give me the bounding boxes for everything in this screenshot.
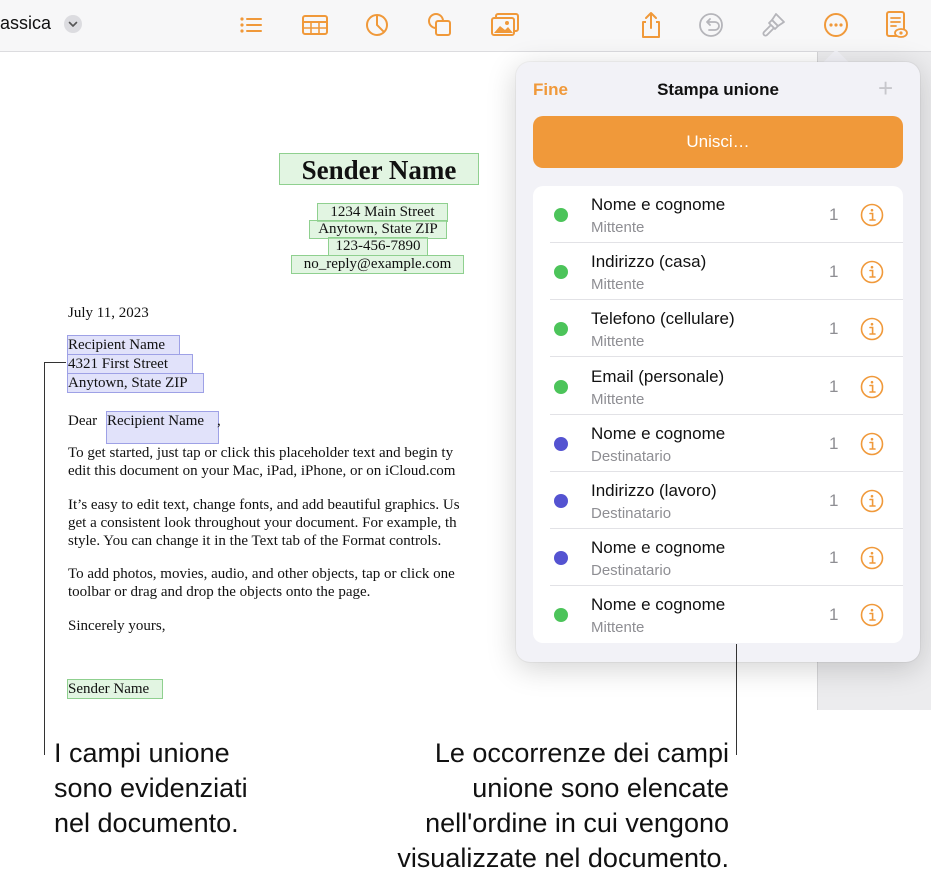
greeting-word: Dear [68,413,98,429]
right-callout-line-4: visualizzate nel documento. [397,843,729,873]
recipient-city-field[interactable]: Anytown, State ZIP [67,373,204,393]
done-button[interactable]: Fine [533,80,568,99]
field-color-dot-icon [554,208,568,222]
merge-field-row[interactable] [533,358,903,415]
info-icon[interactable] [860,603,884,627]
shapes-icon[interactable] [424,10,456,40]
field-occurrence-count: 1 [829,319,839,339]
undo-icon[interactable] [695,10,727,40]
letter-date: July 11, 2023 [68,305,149,321]
field-name: Nome e cognome [591,595,726,615]
field-name: Nome e cognome [591,195,726,214]
info-icon[interactable] [860,260,884,284]
right-callout-line-3: nell'ordine in cui vengono [425,808,729,838]
left-callout-line-2: sono evidenziati [54,773,248,803]
field-color-dot-icon [554,437,568,451]
merge-button[interactable]: Unisci… [533,116,903,168]
signature-field[interactable]: Sender Name [67,679,163,699]
info-icon[interactable] [860,546,884,570]
field-color-dot-icon [554,551,568,565]
field-name: Telefono (cellulare) [591,309,735,329]
left-callout-tick [44,362,66,363]
sender-email-field[interactable]: no_reply@example.com [291,255,464,274]
closing: Sincerely yours, [68,618,166,634]
merge-field-row[interactable] [533,243,903,300]
merge-field-row[interactable] [533,472,903,529]
field-group: Destinatario [591,562,672,580]
info-icon[interactable] [860,489,884,513]
recipient-address-field[interactable]: 4321 First Street [67,354,193,374]
field-color-dot-icon [554,380,568,394]
greeting-comma: , [217,413,221,429]
field-group: Mittente [591,390,645,408]
merge-field-row[interactable] [533,186,903,243]
toolbar [0,0,931,52]
add-field-button[interactable]: + [878,73,894,103]
share-icon[interactable] [635,10,667,40]
right-callout-line [736,644,737,755]
field-group: Destinatario [591,505,672,522]
field-occurrence-count: 1 [829,433,839,453]
greeting [68,412,97,430]
left-callout-line-1: I campi unione [54,738,230,768]
info-icon[interactable] [860,317,884,341]
field-occurrence-count: 1 [829,605,839,625]
more-icon[interactable] [820,10,852,40]
paragraph-1-line-2: edit this document on your Mac, iPad, iPhone, or on iCloud.com [68,463,456,479]
field-occurrence-count: 1 [829,491,839,510]
field-name: Nome e cognome [591,423,726,443]
table-icon[interactable] [299,10,331,40]
right-callout-line-1: Le occorrenze dei campi [434,738,729,768]
field-color-dot-icon [554,608,568,622]
merge-field-row[interactable] [533,415,903,472]
sender-city-field[interactable]: Anytown, State ZIP [309,220,447,239]
merge-field-row[interactable] [533,300,903,357]
field-name: Indirizzo (lavoro) [591,481,717,500]
greeting-recipient-field[interactable]: Recipient Name [106,411,219,444]
merge-field-list [533,186,903,643]
paintbrush-icon[interactable] [757,10,789,40]
field-color-dot-icon [554,322,568,336]
merge-field-row[interactable] [533,529,903,586]
document-title[interactable]: assica [0,13,52,33]
paragraph-1-line-1: To get started, just tap or click this placeholder text and begin ty [68,445,454,461]
field-group: Mittente [591,619,645,637]
sender-phone-field[interactable]: 123-456-7890 [328,237,428,256]
field-group: Mittente [591,276,645,294]
paragraph-2-line-2: get a consistent look throughout your document. For example, th [68,515,457,531]
recipient-name-field[interactable]: Recipient Name [67,335,180,355]
info-icon[interactable] [860,375,884,399]
field-name: Indirizzo (casa) [591,252,707,272]
field-occurrence-count: 1 [829,376,839,396]
popover-title: Stampa unione [657,80,779,99]
info-icon[interactable] [860,203,884,227]
field-group: Mittente [591,333,645,351]
field-group: Destinatario [591,447,672,465]
merge-field-row[interactable] [533,586,903,643]
field-occurrence-count: 1 [829,262,839,282]
field-color-dot-icon [554,494,568,508]
chart-icon[interactable] [361,10,393,40]
field-occurrence-count: 1 [829,205,839,224]
field-group: Mittente [591,219,645,236]
paragraph-3-line-1: To add photos, movies, audio, and other objects, tap or click one [68,566,455,582]
field-occurrence-count: 1 [829,548,839,568]
title-chevron-icon[interactable] [64,15,82,33]
paragraph-3-line-2: toolbar or drag and drop the objects onto the page. [68,584,371,600]
info-icon[interactable] [860,432,884,456]
left-callout-line-3: nel documento. [54,808,239,838]
right-callout-line-2: unione sono elencate [472,773,729,803]
mail-merge-popover [516,62,920,662]
sender-name-field[interactable]: Sender Name [279,153,479,185]
paragraph-2-line-1: It’s easy to edit text, change fonts, and add beautiful graphics. Us [68,497,460,513]
paragraph-2-line-3: style. You can change it in the Text tab of the Format controls. [68,533,442,549]
field-color-dot-icon [554,265,568,279]
media-icon[interactable] [489,10,521,40]
left-callout-line [44,362,45,755]
list-icon[interactable] [235,10,267,40]
field-name: Email (personale) [591,366,725,386]
field-name: Nome e cognome [591,538,726,558]
reading-view-icon[interactable] [880,10,912,40]
sender-address-field[interactable]: 1234 Main Street [317,203,448,222]
